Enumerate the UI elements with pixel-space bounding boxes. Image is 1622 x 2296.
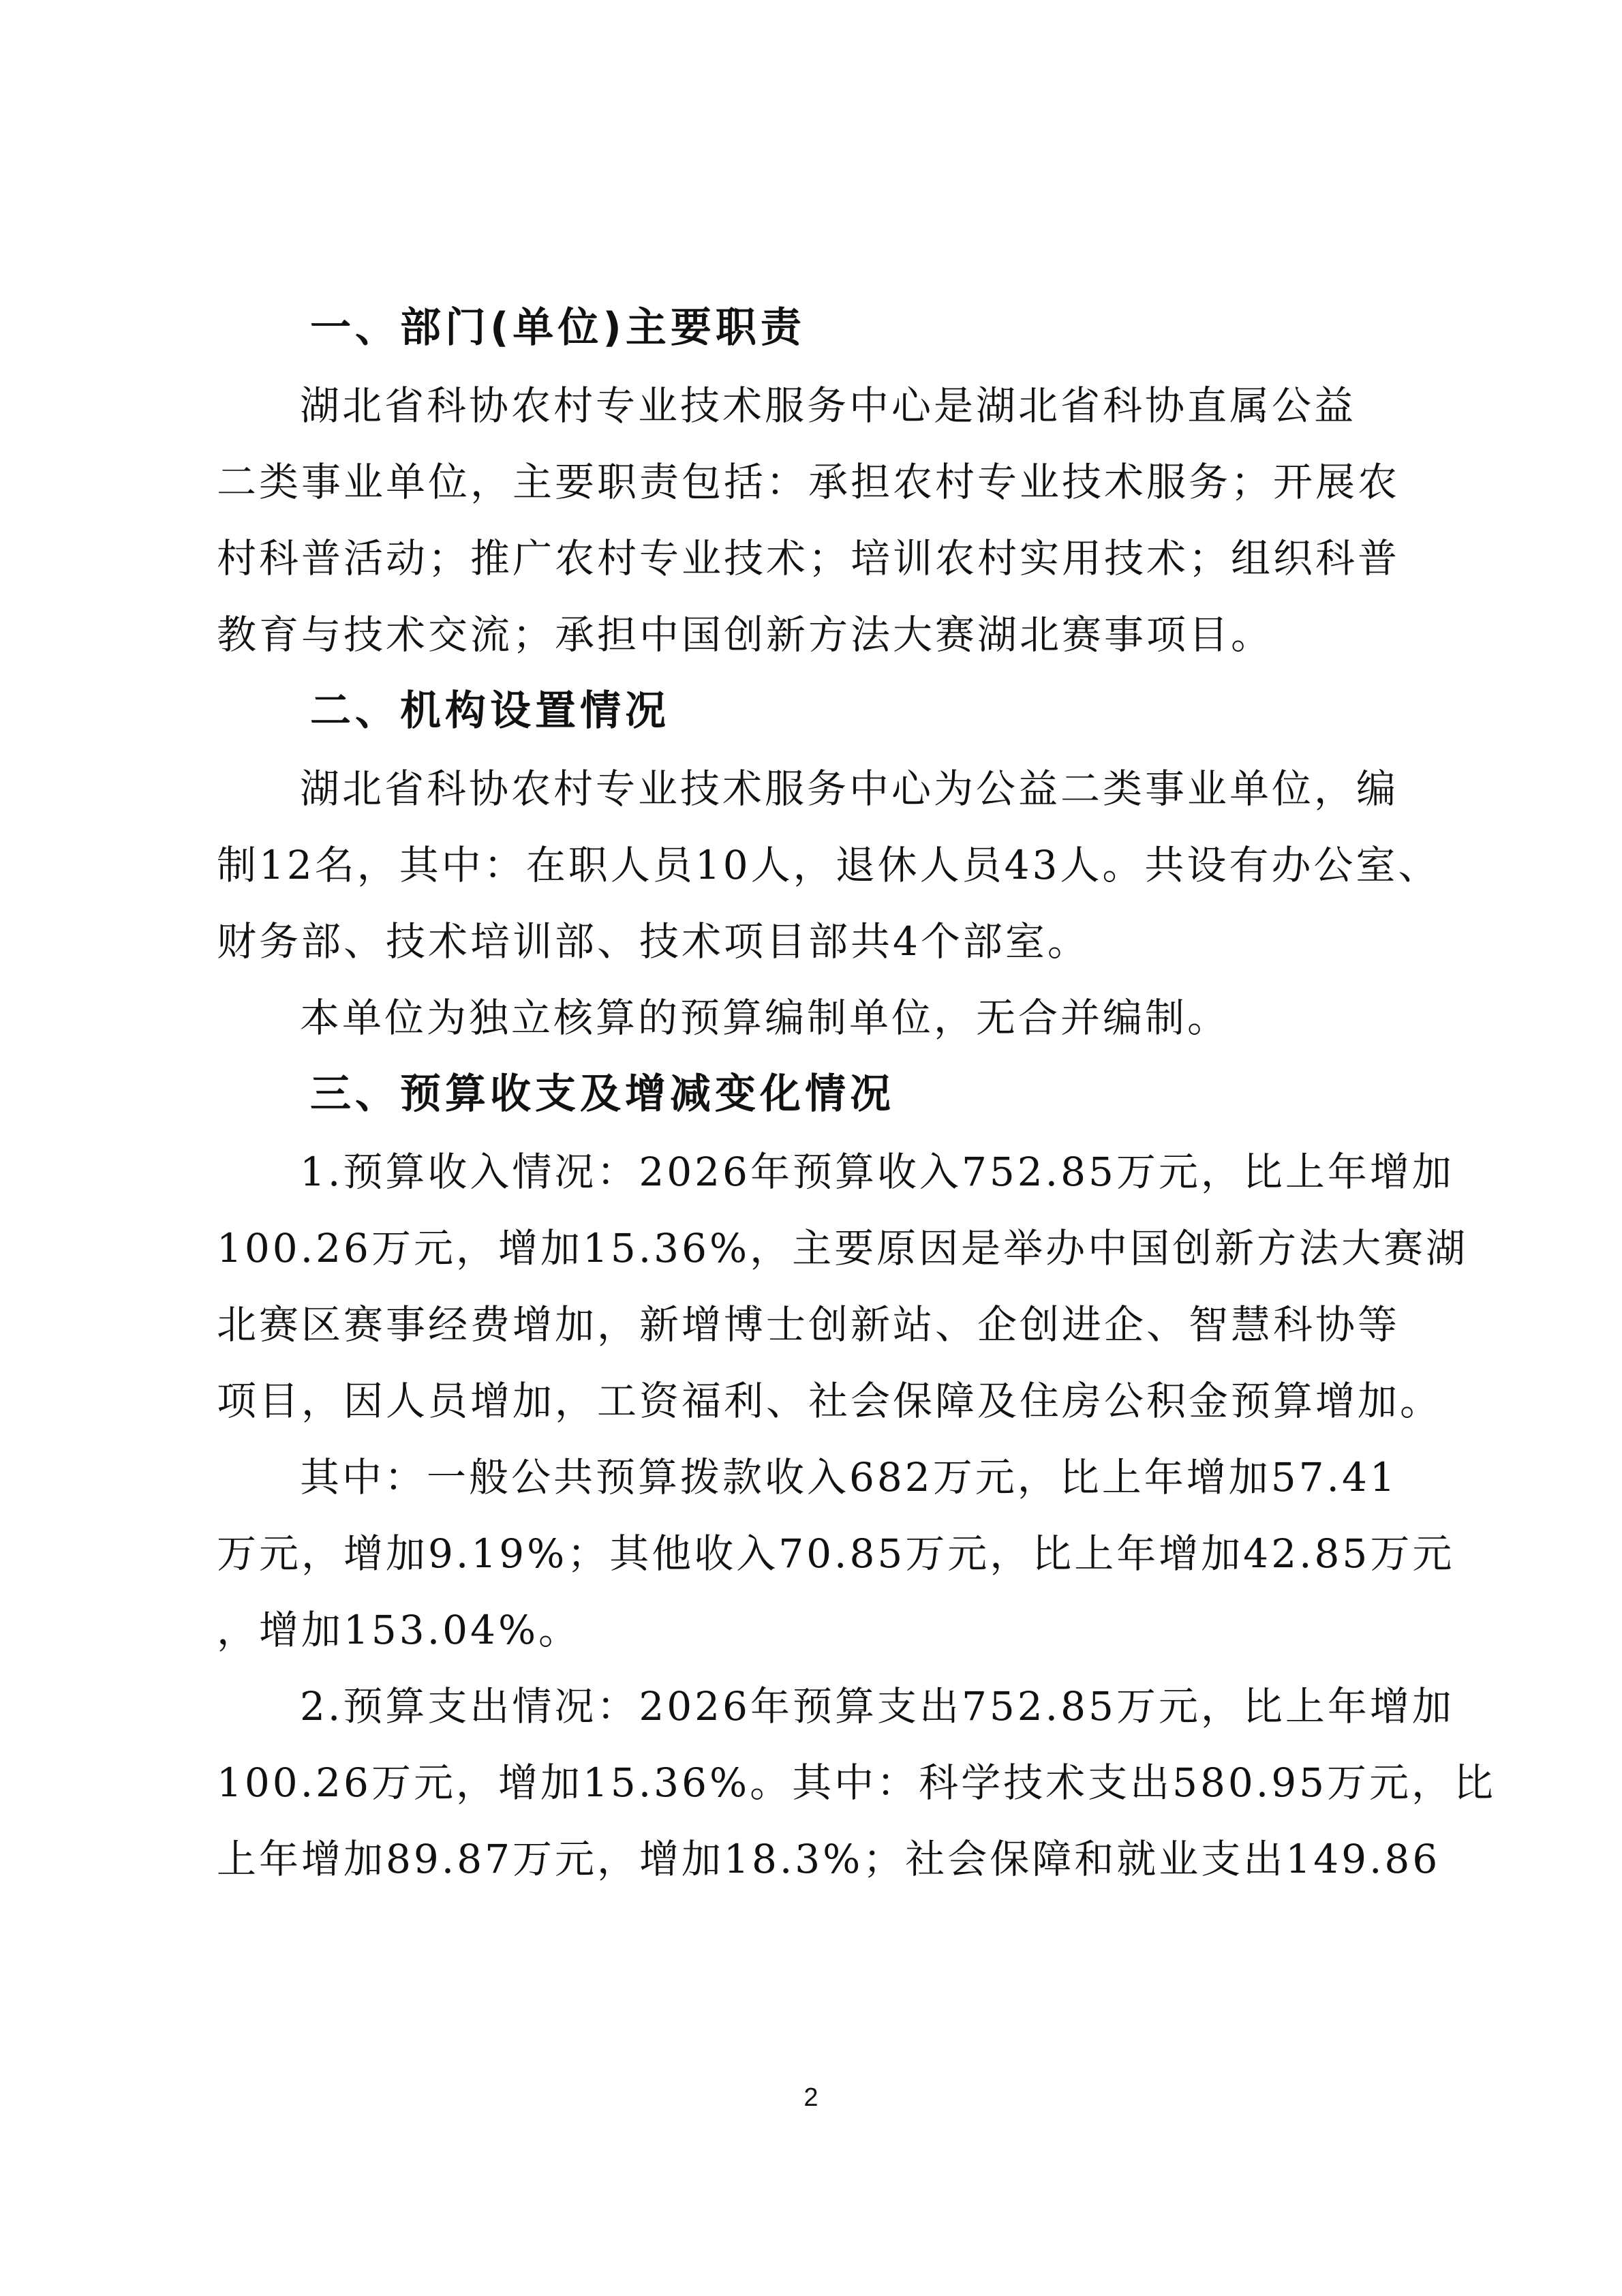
page-number: 2 (804, 2083, 818, 2112)
section-heading-organization: 二、机构设置情况 (310, 687, 670, 735)
paragraph-line: 财务部、技术培训部、技术项目部共4个部室。 (217, 918, 1090, 965)
paragraph-line: 北赛区赛事经费增加，新增博士创新站、企创进企、智慧科协等 (217, 1301, 1401, 1348)
paragraph-line: 100.26万元，增加15.36%。其中：科学技术支出580.95万元，比 (217, 1759, 1497, 1806)
paragraph-line: 上年增加89.87万元，增加18.3%；社会保障和就业支出149.86 (217, 1836, 1441, 1882)
paragraph-line: 湖北省科协农村专业技术服务中心为公益二类事业单位，编 (300, 766, 1399, 812)
section-heading-budget: 三、预算收支及增减变化情况 (310, 1070, 895, 1118)
paragraph-line: 本单位为独立核算的预算编制单位，无合并编制。 (300, 995, 1230, 1041)
paragraph-line: 二类事业单位，主要职责包括：承担农村专业技术服务；开展农 (217, 459, 1401, 505)
paragraph-line: 100.26万元，增加15.36%，主要原因是举办中国创新方法大赛湖 (217, 1225, 1469, 1271)
paragraph-line: 制12名，其中：在职人员10人，退休人员43人。共设有办公室、 (217, 842, 1441, 888)
paragraph-line: 村科普活动；推广农村专业技术；培训农村实用技术；组织科普 (217, 535, 1401, 581)
paragraph-line: 其中：一般公共预算拨款收入682万元，比上年增加57.41 (300, 1454, 1398, 1500)
paragraph-line: 湖北省科协农村专业技术服务中心是湖北省科协直属公益 (300, 382, 1357, 429)
paragraph-line: 万元，增加9.19%；其他收入70.85万元，比上年增加42.85万元 (217, 1530, 1455, 1577)
paragraph-line: 项目，因人员增加，工资福利、社会保障及住房公积金预算增加。 (217, 1378, 1443, 1424)
paragraph-line: 1.预算收入情况：2026年预算收入752.85万元，比上年增加 (300, 1149, 1454, 1195)
paragraph-line: 2.预算支出情况：2026年预算支出752.85万元，比上年增加 (300, 1683, 1454, 1729)
paragraph-line: 教育与技术交流；承担中国创新方法大赛湖北赛事项目。 (217, 611, 1274, 658)
section-heading-duties: 一、部门(单位)主要职责 (310, 304, 806, 352)
paragraph-line: ，增加153.04%。 (217, 1607, 581, 1653)
